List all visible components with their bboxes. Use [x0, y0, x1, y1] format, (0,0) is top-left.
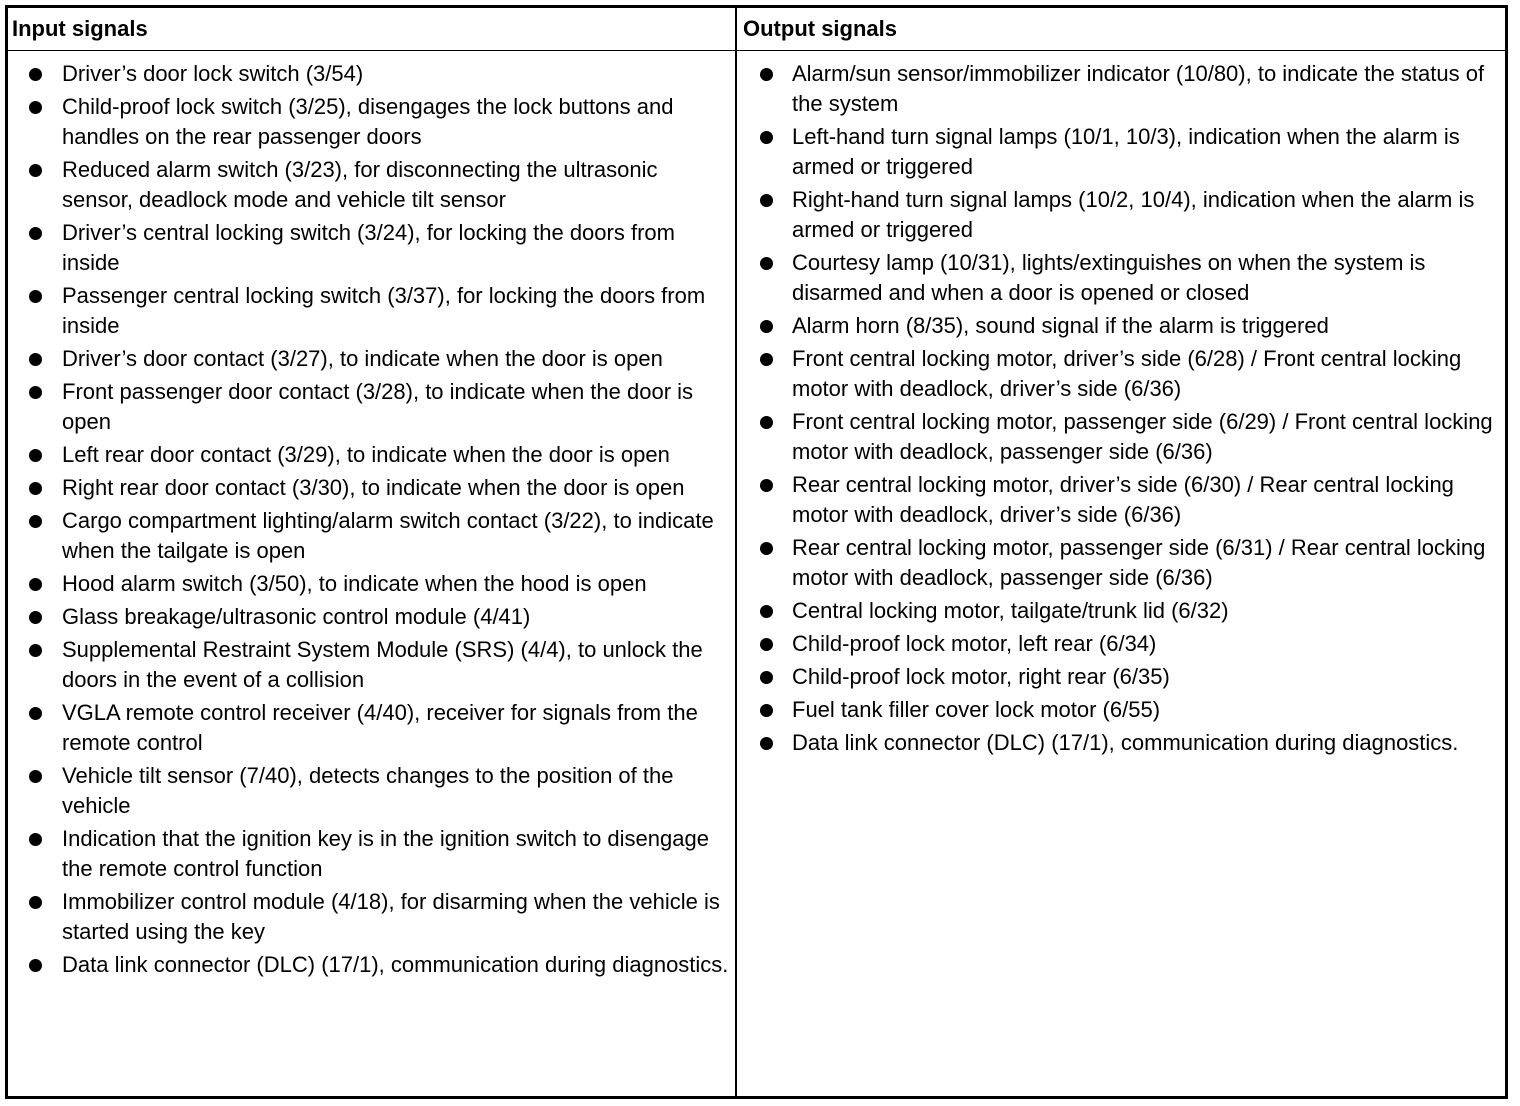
- list-item-text: Right rear door contact (3/30), to indicate when the door is open: [62, 475, 685, 500]
- list-item: [737, 59, 1505, 119]
- bullet-icon: [760, 416, 773, 429]
- bullet-icon: [29, 959, 42, 972]
- list-item: [8, 155, 735, 215]
- bullet-icon: [29, 386, 42, 399]
- list-item: [8, 602, 735, 632]
- list-item-text: Front central locking motor, driver’s side (6/28) / Front central locking motor with deadlock, driver’s side (6/36): [792, 346, 1462, 401]
- bullet-icon: [29, 101, 42, 114]
- list-item: [8, 377, 735, 437]
- list-item: [8, 761, 735, 821]
- table-body-row: [8, 51, 1505, 1096]
- list-item-text: Fuel tank filler cover lock motor (6/55): [792, 697, 1161, 722]
- bullet-icon: [29, 227, 42, 240]
- bullet-icon: [760, 737, 773, 750]
- bullet-icon: [760, 605, 773, 618]
- list-item: [737, 407, 1505, 467]
- list-item: [8, 698, 735, 758]
- list-item-text: Courtesy lamp (10/31), lights/extinguishes on when the system is disarmed and when a door is opened or closed: [792, 250, 1426, 305]
- bullet-icon: [29, 578, 42, 591]
- list-item: [737, 311, 1505, 341]
- bullet-icon: [29, 644, 42, 657]
- list-item: [737, 533, 1505, 593]
- bullet-icon: [760, 542, 773, 555]
- bullet-icon: [760, 194, 773, 207]
- list-item: [8, 950, 735, 980]
- bullet-icon: [760, 257, 773, 270]
- bullet-icon: [760, 704, 773, 717]
- bullet-icon: [29, 833, 42, 846]
- bullet-icon: [29, 770, 42, 783]
- list-item-text: Right-hand turn signal lamps (10/2, 10/4), indication when the alarm is armed or triggered: [792, 187, 1475, 242]
- list-item: [8, 506, 735, 566]
- list-item: [8, 440, 735, 470]
- list-item-text: Child-proof lock motor, right rear (6/35): [792, 664, 1170, 689]
- list-item: [8, 218, 735, 278]
- list-item-text: Rear central locking motor, driver’s side (6/30) / Rear central locking motor with deadlock, driver’s side (6/36): [792, 472, 1454, 527]
- list-item: [8, 92, 735, 152]
- list-item: [737, 470, 1505, 530]
- list-item: [8, 473, 735, 503]
- list-item-text: Glass breakage/ultrasonic control module (4/41): [62, 604, 531, 629]
- list-item: [737, 185, 1505, 245]
- list-item-text: Driver’s door contact (3/27), to indicate when the door is open: [62, 346, 663, 371]
- output-signals-cell: [737, 51, 1505, 1096]
- list-item-text: Rear central locking motor, passenger side (6/31) / Rear central locking motor with deadlock, passenger side (6/36): [792, 535, 1486, 590]
- signals-table: [5, 5, 1508, 1099]
- list-item: [737, 662, 1505, 692]
- bullet-icon: [29, 896, 42, 909]
- list-item-text: Alarm/sun sensor/immobilizer indicator (10/80), to indicate the status of the system: [792, 61, 1485, 116]
- list-item-text: Central locking motor, tailgate/trunk lid (6/32): [792, 598, 1229, 623]
- list-item: [737, 695, 1505, 725]
- list-item-text: Immobilizer control module (4/18), for disarming when the vehicle is started using the key: [62, 889, 720, 944]
- list-item-text: Hood alarm switch (3/50), to indicate when the hood is open: [62, 571, 647, 596]
- bullet-icon: [760, 638, 773, 651]
- list-item-text: Supplemental Restraint System Module (SRS) (4/4), to unlock the doors in the event of a collision: [62, 637, 703, 692]
- bullet-icon: [760, 671, 773, 684]
- input-signals-header: Input signals: [8, 8, 737, 50]
- list-item-text: Reduced alarm switch (3/23), for disconnecting the ultrasonic sensor, deadlock mode and vehicle tilt sensor: [62, 157, 658, 212]
- list-item: [737, 122, 1505, 182]
- list-item: [8, 824, 735, 884]
- bullet-icon: [29, 290, 42, 303]
- list-item-text: Passenger central locking switch (3/37), for locking the doors from inside: [62, 283, 706, 338]
- list-item: [737, 344, 1505, 404]
- bullet-icon: [29, 611, 42, 624]
- list-item: [737, 629, 1505, 659]
- input-signals-cell: [8, 51, 737, 1096]
- list-item: [8, 887, 735, 947]
- table-header-row: [8, 8, 1505, 51]
- bullet-icon: [29, 449, 42, 462]
- list-item-text: VGLA remote control receiver (4/40), receiver for signals from the remote control: [62, 700, 698, 755]
- list-item: [8, 569, 735, 599]
- list-item-text: Left rear door contact (3/29), to indicate when the door is open: [62, 442, 670, 467]
- list-item-text: Indication that the ignition key is in the ignition switch to disengage the remote control function: [62, 826, 709, 881]
- output-signals-header: Output signals: [743, 16, 897, 41]
- list-item-text: Cargo compartment lighting/alarm switch contact (3/22), to indicate when the tailgate is open: [62, 508, 714, 563]
- bullet-icon: [760, 479, 773, 492]
- list-item-text: Alarm horn (8/35), sound signal if the alarm is triggered: [792, 313, 1329, 338]
- bullet-icon: [29, 353, 42, 366]
- list-item-text: Child-proof lock switch (3/25), disengages the lock buttons and handles on the rear passenger doors: [62, 94, 674, 149]
- list-item-text: Front passenger door contact (3/28), to indicate when the door is open: [62, 379, 694, 434]
- list-item-text: Front central locking motor, passenger side (6/29) / Front central locking motor with deadlock, passenger side (6/36): [792, 409, 1493, 464]
- list-item: [8, 59, 735, 89]
- list-item: [8, 344, 735, 374]
- list-item-text: Left-hand turn signal lamps (10/1, 10/3), indication when the alarm is armed or triggered: [792, 124, 1460, 179]
- input-signals-list: [8, 51, 735, 980]
- output-signals-list: [737, 51, 1505, 758]
- bullet-icon: [29, 707, 42, 720]
- bullet-icon: [760, 320, 773, 333]
- bullet-icon: [760, 353, 773, 366]
- list-item: [8, 635, 735, 695]
- list-item-text: Vehicle tilt sensor (7/40), detects changes to the position of the vehicle: [62, 763, 674, 818]
- list-item: [737, 248, 1505, 308]
- bullet-icon: [29, 515, 42, 528]
- bullet-icon: [760, 68, 773, 81]
- list-item-text: Driver’s central locking switch (3/24), for locking the doors from inside: [62, 220, 675, 275]
- bullet-icon: [29, 164, 42, 177]
- list-item-text: Data link connector (DLC) (17/1), communication during diagnostics.: [792, 730, 1459, 755]
- bullet-icon: [760, 131, 773, 144]
- list-item-text: Data link connector (DLC) (17/1), communication during diagnostics.: [62, 952, 729, 977]
- list-item: [737, 596, 1505, 626]
- list-item-text: Child-proof lock motor, left rear (6/34): [792, 631, 1157, 656]
- list-item: [8, 281, 735, 341]
- bullet-icon: [29, 68, 42, 81]
- list-item-text: Driver’s door lock switch (3/54): [62, 61, 364, 86]
- bullet-icon: [29, 482, 42, 495]
- list-item: [737, 728, 1505, 758]
